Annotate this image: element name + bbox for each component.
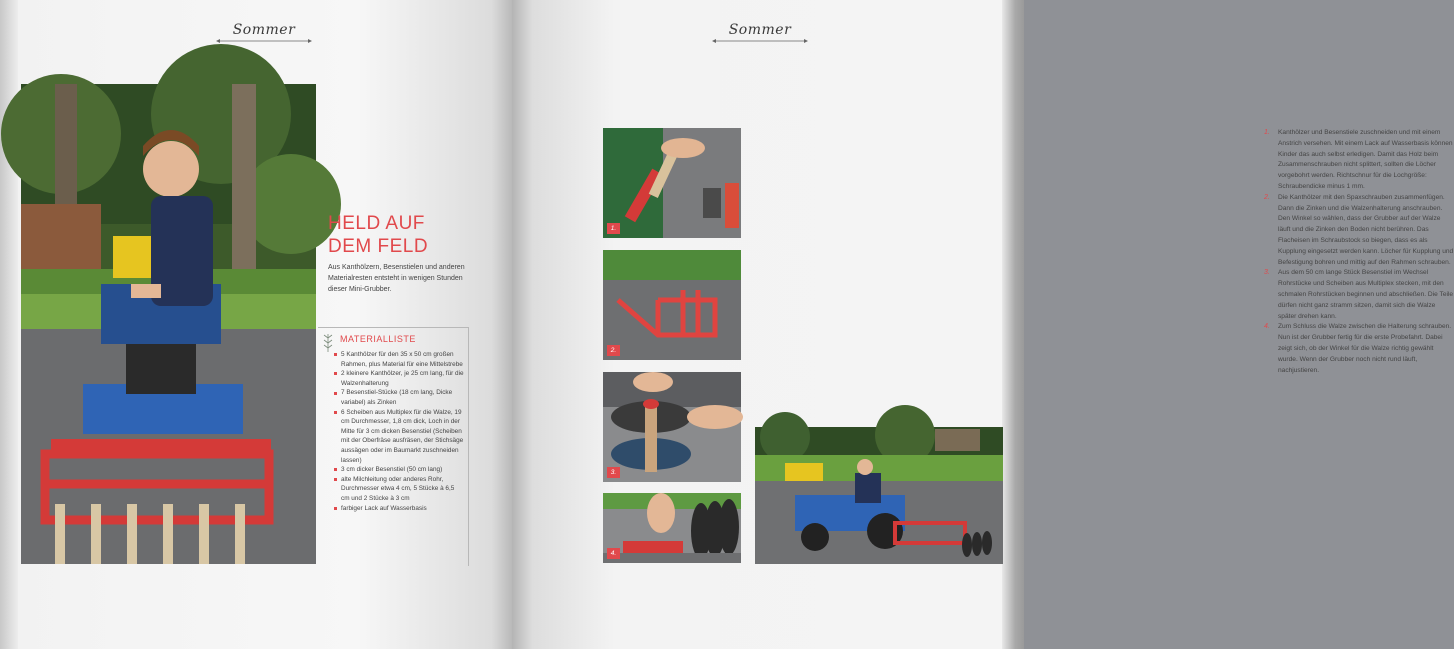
steps-list	[1264, 128, 1454, 376]
material-item: 5 Kanthölzer für den 35 x 50 cm großen Rahmen, plus Material für eine Mittelstrebe	[334, 350, 464, 369]
step-item	[1264, 268, 1454, 322]
photo-badge-1: 1.	[607, 223, 620, 234]
page-header-right	[710, 22, 810, 44]
materials-heading: MATERIALLISTE	[340, 334, 416, 344]
step-photo-2	[603, 250, 741, 360]
material-item: farbiger Lack auf Wasserbasis	[334, 504, 464, 514]
left-page	[0, 0, 512, 649]
material-item: 6 Scheiben aus Multiplex für die Walze, 19 cm Durchmesser, 1,8 cm dick, Loch in der Mitte für 3 cm dicken Besenstiel (Scheiben mit der Oberfräse ausfräsen, der Stichsäge aussägen oder im Baumarkt zuschneiden lassen)	[334, 408, 464, 466]
step-number: 3.	[1264, 269, 1270, 277]
photo-badge-3: 3.	[607, 467, 620, 478]
material-item: 2 kleinere Kanthölzer, je 25 cm lang, für die Walzenhalterung	[334, 369, 464, 388]
step-photo-3	[603, 372, 741, 482]
step-number: 1.	[1264, 129, 1270, 136]
intro-text: Aus Kanthölzern, Besenstielen und anderen Materialresten entsteht in wenigen Stunden dieser Mini-Grubber.	[328, 264, 465, 293]
step-number: 4.	[1264, 323, 1270, 331]
material-item: 3 cm dicker Besenstiel (50 cm lang)	[334, 465, 464, 475]
photo-badge-2: 2.	[607, 345, 620, 356]
section-label-right: Sommer	[728, 22, 792, 38]
step-item	[1264, 128, 1454, 193]
step-text: Die Kanthölzer mit den Spaxschrauben zusammenfügen. Dann die Zinken und die Walzenhalterung anschrauben. Den Winkel so wählen, dass der Grubber auf der Walze läuft und die Zinken den Boden nicht berühren. Das Flacheisen im Schraubstock so biegen, dass es als Kupplung eingesetzt werden kann. Löcher für Kupplung und Befestigung bohren und mittig auf den Rahmen schrauben.	[1278, 193, 1454, 266]
title-line-1: HELD AUF	[328, 213, 425, 234]
page-edge-right	[1002, 0, 1024, 649]
step-text: Kanthölzer und Besenstiele zuschneiden und mit einem Anstrich versehen. Mit einem Lack auf Wasserbasis können Kinder das auch selbst erledigen. Damit das Holz beim Zusammenschrauben nicht splittert, sollten die Löcher vorgebohrt werden. Richtschnur für die Lochgröße: Schraubendicke minus 1 mm.	[1278, 129, 1453, 190]
step-text: Zum Schluss die Walze zwischen die Halterung schrauben. Nun ist der Grubber fertig für die erste Probefahrt. Dabei zeigt sich, ob der Winkel für die Walze richtig gewählt wurde. Wenn der Grubber noch nicht rund läuft, nachjustieren.	[1278, 323, 1452, 374]
step-item	[1264, 193, 1454, 269]
ornament-rule-icon	[710, 38, 810, 44]
step-photo-1	[603, 128, 741, 238]
ornament-rule-icon	[214, 38, 314, 44]
photo-badge-4: 4.	[607, 548, 620, 559]
step-number: 2.	[1264, 193, 1270, 201]
step-photo-4	[603, 493, 741, 563]
materials-list	[334, 350, 464, 513]
section-label-left: Sommer	[232, 22, 296, 38]
page-header-left	[214, 22, 314, 44]
right-page	[512, 0, 1454, 649]
article-title	[328, 212, 428, 258]
step-text: Aus dem 50 cm lange Stück Besenstiel im Wechsel Rohrstücke und Scheiben aus Multiplex stecken, mit den schmalen Rohrstücken beginnen und abschließen. Die Teile dürfen nicht ganz stramm sitzen, damit sich die Walze später drehen kann.	[1278, 269, 1454, 320]
main-photo-boy-tractor	[21, 84, 316, 564]
leaf-ornament-icon	[323, 334, 333, 352]
result-photo-tractor	[755, 427, 1003, 564]
material-item: 7 Besenstiel-Stücke (18 cm lang, Dicke variabel) als Zinken	[334, 388, 464, 407]
step-item	[1264, 322, 1454, 376]
material-item: alte Milchleitung oder anderes Rohr, Durchmesser etwa 4 cm, 5 Stücke à 6,5 cm und 2 Stücke à 3 cm	[334, 475, 464, 504]
title-line-2: DEM FELD	[328, 236, 429, 257]
